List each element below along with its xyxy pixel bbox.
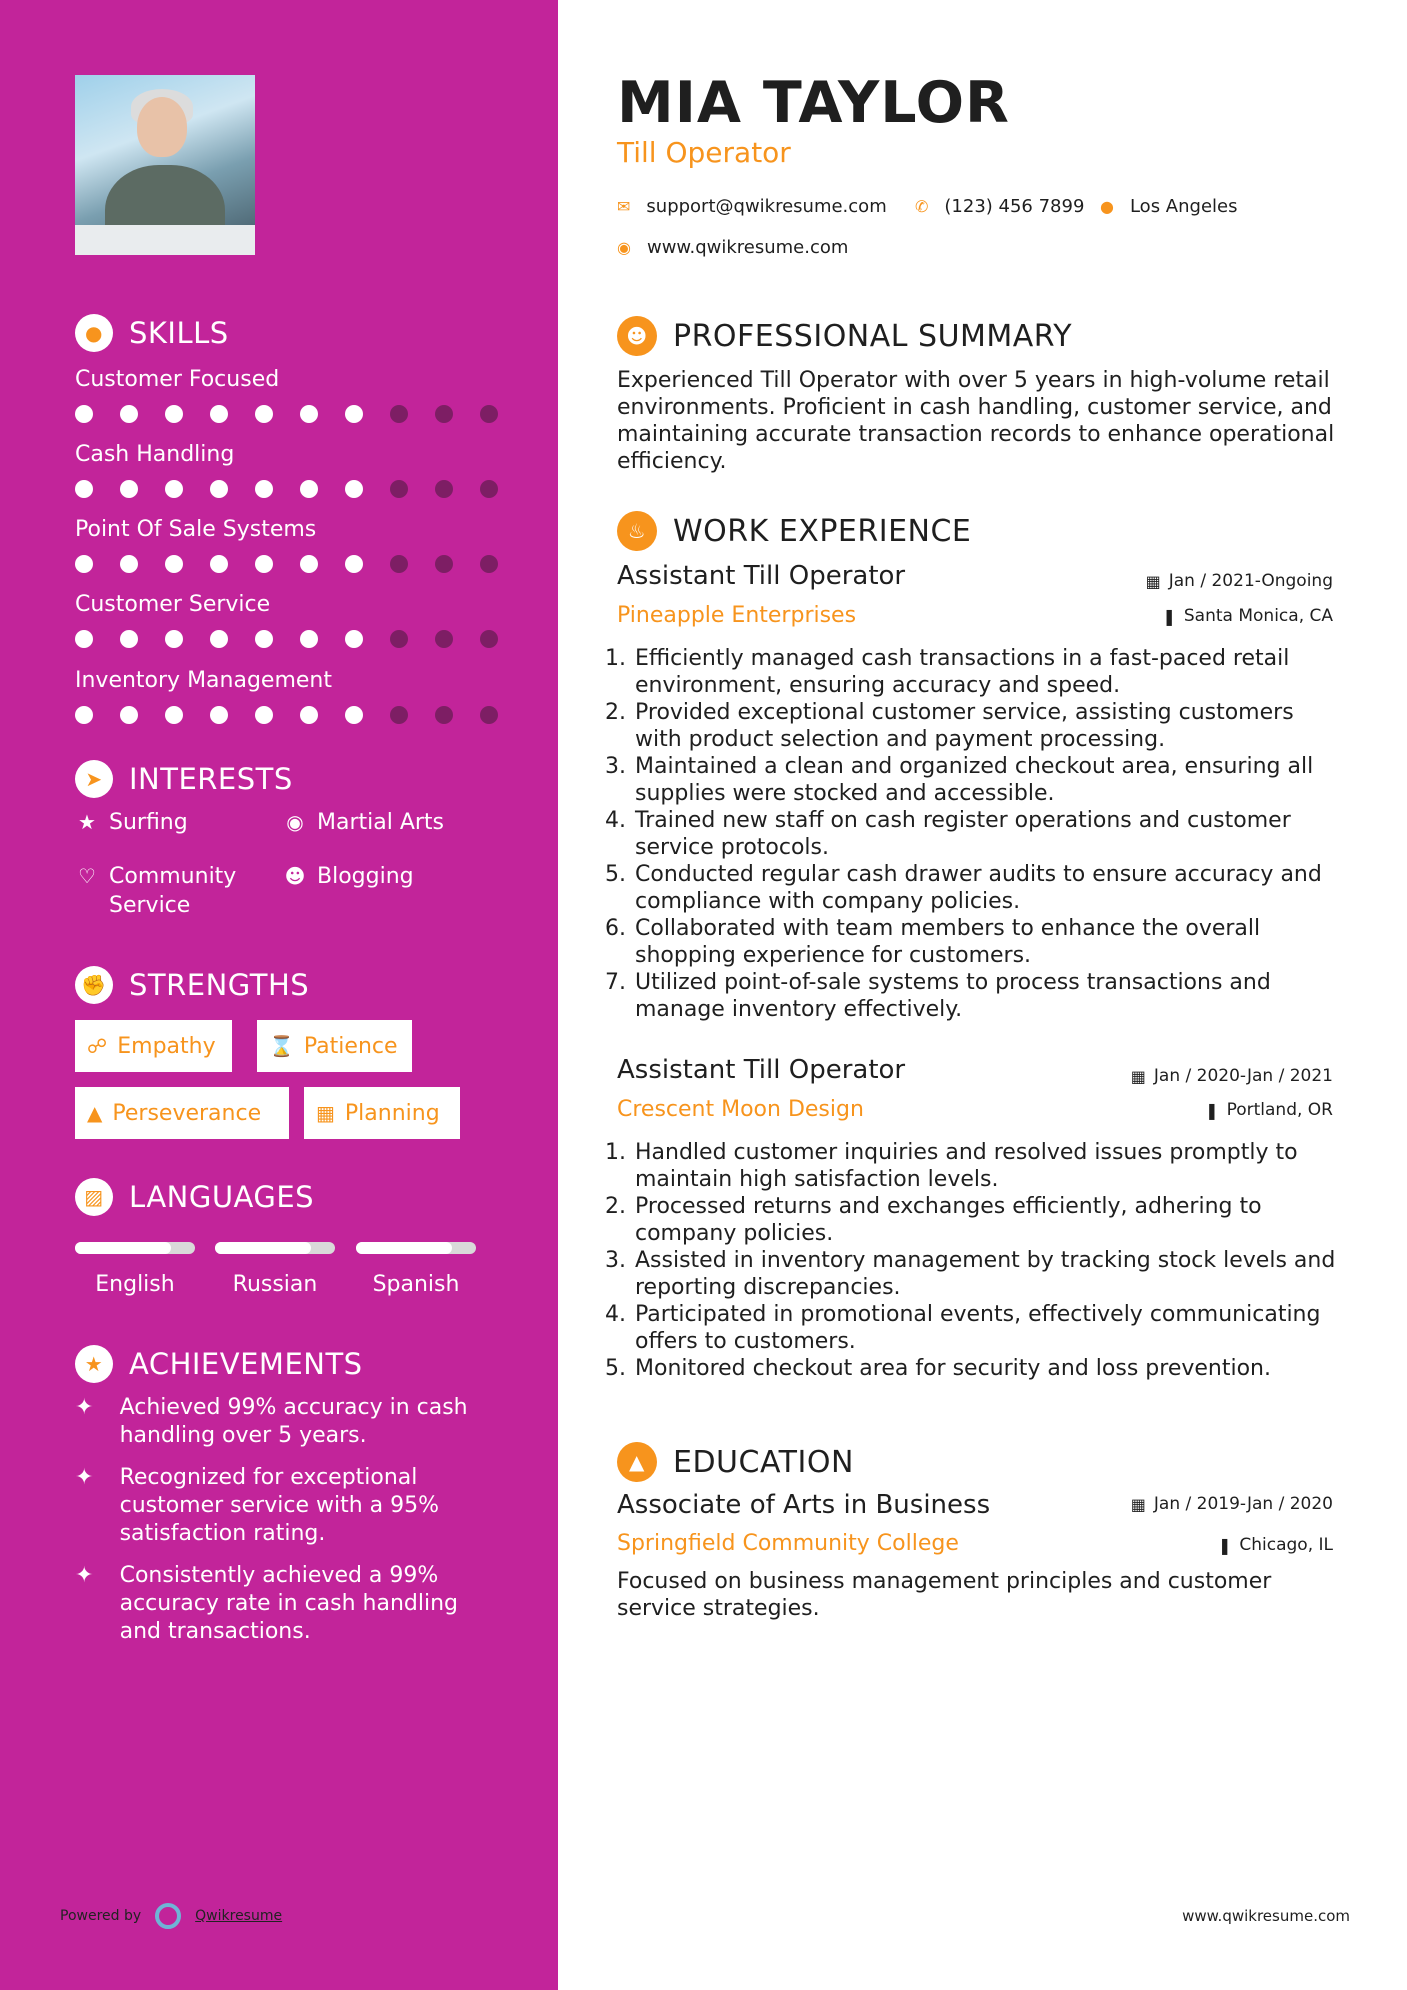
phone-icon: ✆ [915, 197, 929, 216]
map-pin-icon: ● [1100, 197, 1114, 216]
rating-dot [345, 630, 363, 648]
rating-dot [300, 555, 318, 573]
rating-dot [210, 405, 228, 423]
rating-dot [75, 555, 93, 573]
skill-name: Customer Service [75, 592, 271, 617]
rating-dot [255, 555, 273, 573]
rating-dot [390, 706, 408, 724]
interest-item: ◉ Martial Arts [283, 808, 483, 837]
job-duty-item: 5. Monitored checkout area for security and loss prevention. [605, 1356, 1271, 1381]
job-title: Assistant Till Operator [617, 561, 906, 591]
fist-icon: ✊ [75, 966, 113, 1004]
award-star-icon: ★ [75, 1345, 113, 1383]
rating-dot [345, 480, 363, 498]
rating-dot [210, 706, 228, 724]
pushpin-icon: ❚ [1162, 606, 1176, 626]
rating-dot [435, 555, 453, 573]
language-level-bar [75, 1242, 195, 1254]
job-duty-item: 1. Efficiently managed cash transactions in a fast-paced retail environment, ensuring accuracy and speed. [605, 646, 1290, 698]
strength-badge: ▦ Planning [304, 1087, 460, 1139]
stars-icon: ✦ [75, 1563, 94, 1588]
job-dates: ▦ Jan / 2020-Jan / 2021 [1130, 1066, 1333, 1086]
strength-badge: ☍ Empathy [75, 1020, 232, 1072]
rating-dot [435, 405, 453, 423]
rating-dot [210, 555, 228, 573]
job-duties-list [605, 1139, 1340, 1382]
achievements-heading: ★ ACHIEVEMENTS [75, 1344, 363, 1384]
rating-dot [345, 405, 363, 423]
job-duty-item: 1. Handled customer inquiries and resolved issues promptly to maintain high satisfaction levels. [605, 1140, 1298, 1192]
rating-dot [120, 405, 138, 423]
qwikresume-logo-icon [155, 1903, 181, 1929]
rating-dot [300, 630, 318, 648]
job-duty-item: 3. Assisted in inventory management by tracking stock levels and reporting discrepancies. [605, 1248, 1336, 1300]
job-location: ❚ Portland, OR [1205, 1100, 1333, 1120]
rating-dot [300, 480, 318, 498]
language-name: English [95, 1272, 175, 1297]
job-duty-item: 2. Processed returns and exchanges efficiently, adhering to company policies. [605, 1194, 1262, 1246]
job-duty-item: 4. Trained new staff on cash register operations and customer service protocols. [605, 808, 1291, 860]
rating-dot [435, 706, 453, 724]
education-dates: ▦ Jan / 2019-Jan / 2020 [1130, 1494, 1333, 1514]
language-icon: ▨ [75, 1178, 113, 1216]
rating-dot [75, 630, 93, 648]
candidate-name: MIA TAYLOR [617, 70, 1010, 136]
language-name: Russian [232, 1272, 318, 1297]
rating-dot [390, 555, 408, 573]
achievement-item: ✦ Recognized for exceptional customer service with a 95% satisfaction rating. [75, 1465, 440, 1546]
qwikresume-link[interactable]: Qwikresume [195, 1908, 283, 1924]
rating-dot [165, 555, 183, 573]
pushpin-icon: ❚ [1217, 1535, 1232, 1555]
summary-heading: ☻ PROFESSIONAL SUMMARY [617, 315, 1072, 357]
rating-dot [255, 706, 273, 724]
education-text: Focused on business management principles and customer service strategies. [617, 1569, 1272, 1621]
heart-hands-icon: ♡ [78, 864, 96, 888]
contact-email[interactable]: ✉ support@qwikresume.com [617, 196, 887, 217]
rating-dot [300, 405, 318, 423]
rating-dot [210, 480, 228, 498]
job-title: Assistant Till Operator [617, 1055, 906, 1085]
rating-dot [480, 555, 498, 573]
job-duties-list [605, 645, 1340, 1023]
star-icon: ★ [78, 810, 96, 834]
job-duty-item: 2. Provided exceptional customer service, assisting customers with product selection and payment processing. [605, 700, 1294, 752]
rating-dot [345, 706, 363, 724]
language-level-bar [356, 1242, 476, 1254]
strengths-heading: ✊ STRENGTHS [75, 965, 309, 1005]
skill-name: Customer Focused [75, 367, 280, 392]
footer-website[interactable]: www.qwikresume.com [1182, 1907, 1350, 1925]
language-name: Spanish [372, 1272, 460, 1297]
job-company: Crescent Moon Design [617, 1097, 864, 1122]
rating-dot [165, 405, 183, 423]
globe-icon: ◉ [617, 238, 631, 257]
languages-heading: ▨ LANGUAGES [75, 1177, 314, 1217]
stars-icon: ✦ [75, 1395, 94, 1420]
summary-text: Experienced Till Operator with over 5 years in high-volume retail environments. Proficient in cash handling, customer service, and maintaining accurate transaction records to enhance operational efficiency. [617, 368, 1335, 474]
rating-dot [255, 480, 273, 498]
skill-rating [75, 630, 525, 648]
rating-dot [480, 630, 498, 648]
road-icon: ▲ [87, 1101, 103, 1125]
interest-item: ☻ Blogging [284, 864, 414, 889]
rating-dot [165, 480, 183, 498]
globe-icon: ◉ [286, 810, 304, 834]
user-icon: ☻ [617, 316, 657, 356]
skill-name: Cash Handling [75, 442, 235, 467]
rating-dot [120, 480, 138, 498]
job-duty-item: 4. Participated in promotional events, effectively communicating offers to customers. [605, 1302, 1321, 1354]
rating-dot [390, 630, 408, 648]
interest-item: ♡ Community Service [75, 862, 265, 920]
interest-item: ★ Surfing [75, 808, 265, 837]
contact-location: ● Los Angeles [1100, 196, 1238, 217]
sidebar [0, 0, 558, 1990]
skill-name: Inventory Management [75, 668, 332, 693]
education-location: ❚ Chicago, IL [1217, 1535, 1333, 1555]
job-dates: ▦ Jan / 2021-Ongoing [1145, 571, 1333, 591]
candidate-role: Till Operator [617, 136, 791, 169]
calendar-icon: ▦ [1130, 1494, 1146, 1514]
paper-plane-icon: ➤ [75, 760, 113, 798]
achievement-item: ✦ Consistently achieved a 99% accuracy rate in cash handling and transactions. [75, 1563, 459, 1644]
job-duty-item: 6. Collaborated with team members to enhance the overall shopping experience for customers. [605, 916, 1261, 968]
skill-rating [75, 706, 525, 724]
strength-badge: ⌛ Patience [257, 1020, 412, 1072]
achievement-item: ✦ Achieved 99% accuracy in cash handling over 5 years. [75, 1395, 468, 1448]
interests-heading: ➤ INTERESTS [75, 759, 293, 799]
skill-rating [75, 555, 525, 573]
education-heading: ▲ EDUCATION [617, 1441, 854, 1483]
rating-dot [480, 706, 498, 724]
rating-dot [120, 555, 138, 573]
contact-phone[interactable]: ✆ (123) 456 7899 [915, 196, 1085, 217]
rating-dot [480, 405, 498, 423]
hourglass-icon: ⌛ [269, 1034, 294, 1058]
envelope-icon: ✉ [617, 197, 631, 216]
pushpin-icon: ❚ [1205, 1100, 1219, 1120]
calendar-icon: ▦ [1130, 1066, 1146, 1086]
rating-dot [345, 555, 363, 573]
rating-dot [165, 630, 183, 648]
rating-dot [435, 480, 453, 498]
rating-dot [210, 630, 228, 648]
skill-rating [75, 480, 525, 498]
school-name: Springfield Community College [617, 1531, 959, 1556]
experience-heading: ♨ WORK EXPERIENCE [617, 510, 971, 552]
language-level-bar [215, 1242, 335, 1254]
users-icon: ☻ [284, 864, 306, 888]
calendar-icon: ▦ [1145, 571, 1161, 591]
rating-dot [300, 706, 318, 724]
rating-dot [165, 706, 183, 724]
rating-dot [75, 480, 93, 498]
skills-heading: ● SKILLS [75, 313, 229, 353]
skill-name: Point Of Sale Systems [75, 517, 317, 542]
rating-dot [480, 480, 498, 498]
language-level-fill [75, 1242, 171, 1254]
lightbulb-icon: ● [75, 314, 113, 352]
stars-icon: ✦ [75, 1465, 94, 1490]
office-chair-icon: ♨ [617, 511, 657, 551]
handshake-icon: ☍ [87, 1034, 108, 1058]
rating-dot [75, 405, 93, 423]
rating-dot [75, 706, 93, 724]
job-location: ❚ Santa Monica, CA [1162, 606, 1333, 626]
rating-dot [120, 630, 138, 648]
skill-rating [75, 405, 525, 423]
degree-title: Associate of Arts in Business [617, 1490, 991, 1520]
language-level-fill [215, 1242, 311, 1254]
rating-dot [120, 706, 138, 724]
rating-dot [390, 480, 408, 498]
job-company: Pineapple Enterprises [617, 603, 857, 628]
rating-dot [435, 630, 453, 648]
calendar-icon: ▦ [316, 1101, 335, 1125]
language-level-fill [356, 1242, 452, 1254]
powered-by: Powered by Qwikresume [60, 1903, 282, 1929]
graduation-cap-icon: ▲ [617, 1442, 657, 1482]
job-duty-item: 7. Utilized point-of-sale systems to process transactions and manage inventory effectively. [605, 970, 1271, 1022]
profile-photo [75, 75, 255, 255]
rating-dot [390, 405, 408, 423]
job-duty-item: 3. Maintained a clean and organized checkout area, ensuring all supplies were stocked and accessible. [605, 754, 1314, 806]
rating-dot [255, 405, 273, 423]
contact-website[interactable]: ◉ www.qwikresume.com [617, 237, 849, 258]
strength-badge: ▲ Perseverance [75, 1087, 289, 1139]
job-duty-item: 5. Conducted regular cash drawer audits to ensure accuracy and compliance with company policies. [605, 862, 1322, 914]
rating-dot [255, 630, 273, 648]
